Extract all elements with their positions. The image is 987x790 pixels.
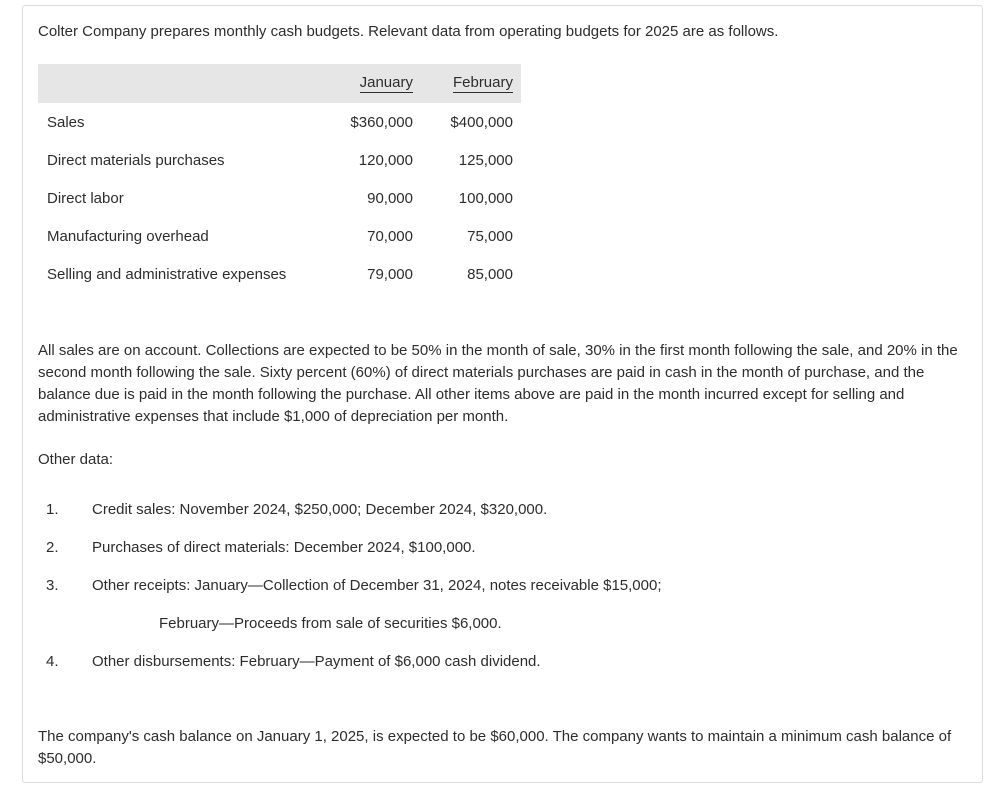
february-value: 85,000 xyxy=(467,265,513,283)
item-number: 4. xyxy=(46,653,59,670)
table-row xyxy=(38,217,521,255)
item-text: Other receipts: January—Collection of December 31, 2024, notes receivable $15,000; xyxy=(92,577,662,594)
item-text: Other disbursements: February—Payment of $6,000 cash dividend. xyxy=(92,653,541,670)
row-label: Sales xyxy=(47,113,85,131)
item-number: 3. xyxy=(46,577,59,594)
row-label: Selling and administrative expenses xyxy=(47,265,287,283)
item-number: 1. xyxy=(46,501,59,518)
row-label: Direct labor xyxy=(47,189,124,207)
table-row xyxy=(38,141,521,179)
item-text: February—Proceeds from sale of securities $6,000. xyxy=(159,615,502,632)
item-text: Purchases of direct materials: December 2024, $100,000. xyxy=(92,539,476,556)
february-value: 125,000 xyxy=(458,151,513,169)
february-value: 75,000 xyxy=(467,227,513,245)
january-value: 120,000 xyxy=(358,151,413,169)
february-value: $400,000 xyxy=(450,113,513,131)
january-value: 70,000 xyxy=(367,227,413,245)
collection-terms-paragraph: All sales are on account. Collections are expected to be 50% in the month of sale, 30% in the first month following the sale, and 20% in the second month following the sale. Sixty percent (60%) of direct materials purchases are paid in cash in the month of purchase, and the balance due is paid in the month following the purchase. All other items above are paid in the month incurred except for selling and administrative expenses that include $1,000 of depreciation per month. xyxy=(38,342,958,425)
header-january: January xyxy=(359,74,413,91)
february-value: 100,000 xyxy=(458,189,513,207)
item-text: Credit sales: November 2024, $250,000; December 2024, $320,000. xyxy=(92,501,548,518)
january-value: 90,000 xyxy=(367,189,413,207)
intro-text: Colter Company prepares monthly cash budgets. Relevant data from operating budgets for 2025 are as follows. xyxy=(38,23,779,40)
january-value: 79,000 xyxy=(367,265,413,283)
table-row xyxy=(38,179,521,217)
row-label: Manufacturing overhead xyxy=(47,227,209,245)
table-header-row xyxy=(38,64,521,103)
item-number: 2. xyxy=(46,539,59,556)
header-february: February xyxy=(452,74,513,91)
other-data-label: Other data: xyxy=(38,451,114,468)
row-label: Direct materials purchases xyxy=(47,151,225,169)
closing-paragraph: The company's cash balance on January 1, 2025, is expected to be $60,000. The company wants to maintain a minimum cash balance of $50,000. xyxy=(38,728,952,767)
table-row xyxy=(38,255,521,293)
header-blank xyxy=(38,64,317,103)
january-value: $360,000 xyxy=(350,113,413,131)
table-row xyxy=(38,103,521,141)
budget-table xyxy=(38,64,521,293)
